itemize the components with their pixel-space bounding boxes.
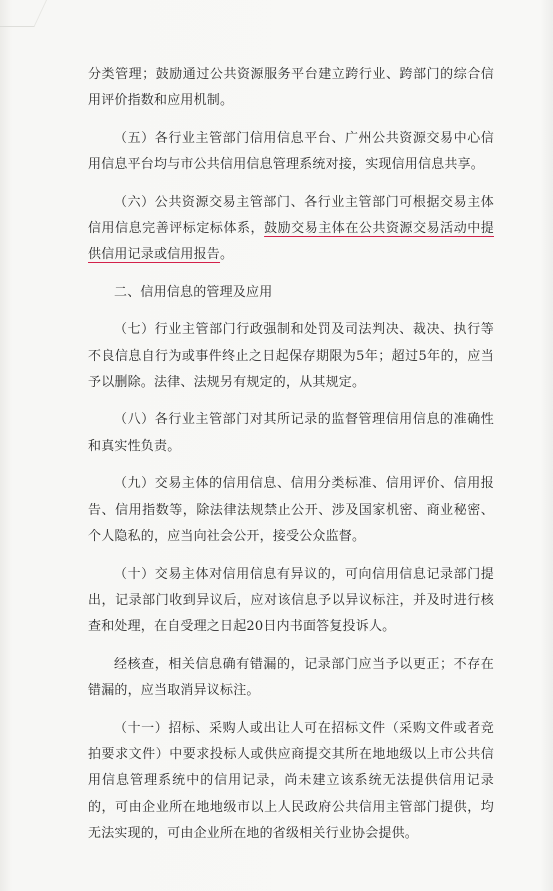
paragraph-continued: 分类管理；鼓励通过公共资源服务平台建立跨行业、跨部门的综合信用评价指数和应用机制。 — [88, 67, 494, 109]
paragraph-7: （七）行业主管部门行政强制和处罚及司法判决、裁决、执行等不良信息自行为或事件终止之日起保存期限为5年；超过5年的，应当予以删除。法律、法规另有规定的，从其规定。 — [88, 322, 494, 391]
paragraph-9: （九）交易主体的信用信息、信用分类标准、信用评价、信用报告、信用指数等，除法律法规禁止公开、涉及国家机密、商业秘密、个人隐私的，应当向社会公开，接受公众监督。 — [88, 476, 494, 545]
paragraph-5: （五）各行业主管部门信用信息平台、广州公共资源交易中心信用信息平台均与市公共信用信息管理系统对接，实现信用信息共享。 — [88, 130, 494, 173]
paragraph-10: （十）交易主体对信用信息有异议的，可向信用信息记录部门提出，记录部门收到异议后，应对该信息予以异议标注，并及时进行核查和处理，在自受理之日起20日内书面答复投诉人。 — [88, 566, 494, 635]
page-fold-mark — [0, 0, 47, 27]
paragraph-6-text: （六）公共资源交易主管部门、各行业主管部门可根据交易主体信用信息完善评标定标体系， — [88, 194, 494, 237]
section-heading: 二、信用信息的管理及应用 — [114, 284, 273, 300]
paragraph-6-end: 。 — [220, 247, 234, 263]
paragraph-10-followup: 经核查，相关信息确有错漏的，记录部门应当予以更正；不存在错漏的，应当取消异议标注。 — [88, 656, 494, 699]
paragraph-6 — [88, 190, 494, 269]
underlined-highlight: 鼓励交易主体在公共资源交易活动中提供信用记录或信用报告 — [88, 221, 494, 263]
paragraph-8: （八）各行业主管部门对其所记录的监督管理信用信息的准确性和真实性负责。 — [88, 412, 494, 454]
document-body — [88, 62, 494, 859]
paragraph-11: （十一）招标、采购人或出让人可在招标文件（采购文件或者竞拍要求文件）中要求投标人或供应商提交其所在地地级以上市公共信用信息管理系统中的信用记录，尚未建立该系统无法提供信用记录的，可由企业所在地地级市以上人民政府公共信用主管部门提供，均无法实现的，可由企业所在地的省级相关行业协会提供。 — [88, 720, 494, 842]
